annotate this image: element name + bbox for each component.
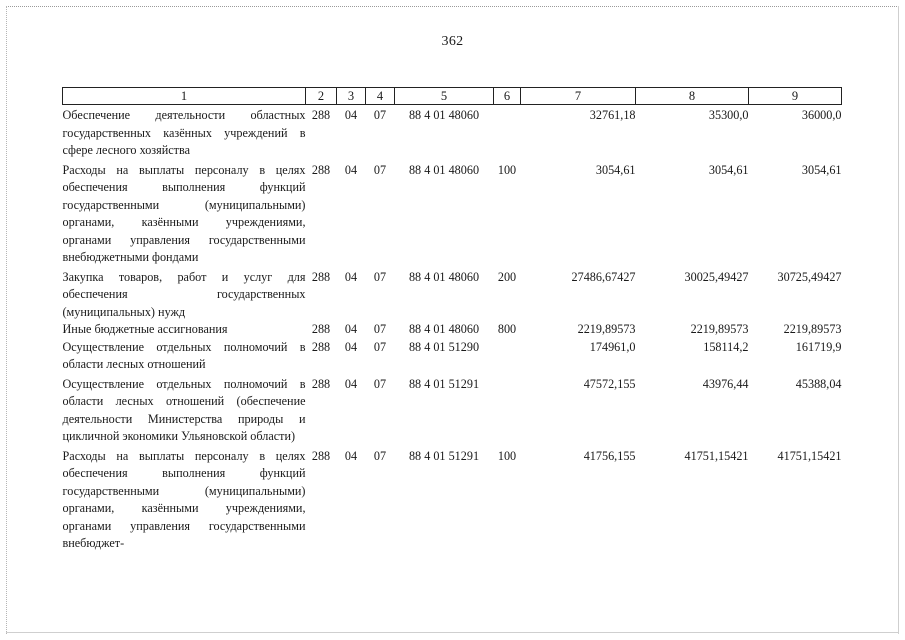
cell-section: 04 [344,108,358,122]
cell-amount-col9: 41751,15421 [777,448,842,463]
header-cell-2: 2 [306,88,337,105]
cell-subsection: 07 [373,339,387,354]
cell-amount-col8: 30025,49427 [684,269,749,284]
cell-ministry-code: 288 [311,339,331,354]
page-frame-right [898,6,899,634]
header-cell-4: 4 [366,88,395,105]
cell-amount-col8: 158114,2 [703,339,749,354]
cell-expense-type: 200 [497,269,517,284]
header-row [63,88,842,105]
cell-amount-col9: 3054,61 [801,162,842,177]
cell-target-article: 88 4 01 51290 [408,339,480,354]
cell-target-article: 88 4 01 48060 [408,162,480,177]
table-row [63,105,842,160]
cell-ministry-code: 288 [311,269,331,284]
cell-subsection: 07 [373,448,387,463]
cell-expense-type: 800 [497,322,517,336]
cell-amount-col9: 36000,0 [801,108,842,122]
page-frame-bottom [6,632,899,633]
cell-ministry-code: 288 [311,108,331,122]
cell-expense-type [494,105,521,160]
cell-ministry-code: 288 [311,448,331,463]
cell-amount-col8: 35300,0 [708,108,749,122]
row-description: Расходы на выплаты персоналу в целях обеспечения выполнения функций государственными (муниципальными) органами, казёнными учреждениями, органами управления государственными внебюджет- [62,448,306,550]
cell-section: 04 [344,322,358,336]
cell-amount-col7: 174961,0 [589,339,636,354]
cell-subsection: 07 [373,108,387,122]
cell-amount-col9: 30725,49427 [777,269,842,284]
header-cell-7: 7 [521,88,636,105]
cell-amount-col7: 3054,61 [595,162,636,177]
row-description: Иные бюджетные ассигнования [62,322,228,336]
page-frame-left [6,6,7,634]
cell-amount-col7: 47572,155 [583,376,636,391]
cell-target-article: 88 4 01 48060 [408,108,480,122]
cell-amount-col9: 161719,9 [795,339,842,354]
cell-ministry-code: 288 [311,376,331,391]
cell-section: 04 [344,269,358,284]
header-cell-1: 1 [63,88,306,105]
cell-subsection: 07 [373,269,387,284]
cell-section: 04 [344,162,358,177]
cell-amount-col8: 41751,15421 [684,448,749,463]
cell-subsection: 07 [373,322,387,336]
cell-section: 04 [344,376,358,391]
row-description: Закупка товаров, работ и услуг для обеспечения государственных (муниципальных) нужд [62,269,306,319]
cell-amount-col8: 3054,61 [708,162,749,177]
cell-amount-col8: 43976,44 [702,376,749,391]
header-cell-6: 6 [494,88,521,105]
cell-amount-col8: 2219,89573 [690,322,749,336]
header-cell-5: 5 [395,88,494,105]
cell-expense-type [494,374,521,446]
cell-amount-col7: 41756,155 [583,448,636,463]
cell-target-article: 88 4 01 51291 [408,448,480,463]
table-row [63,374,842,446]
cell-subsection: 07 [373,376,387,391]
page-number: 362 [441,34,464,49]
cell-target-article: 88 4 01 48060 [408,269,480,284]
table-row [63,267,842,322]
header-cell-3: 3 [337,88,366,105]
cell-amount-col9: 2219,89573 [783,322,842,336]
table-row [63,446,842,553]
cell-amount-col7: 27486,67427 [571,269,636,284]
cell-ministry-code: 288 [311,322,331,336]
cell-ministry-code: 288 [311,162,331,177]
cell-amount-col7: 2219,89573 [577,322,636,336]
table-row [63,339,842,374]
cell-amount-col7: 32761,18 [589,108,636,122]
cell-target-article: 88 4 01 48060 [408,322,480,336]
cell-subsection: 07 [373,162,387,177]
cell-expense-type: 100 [497,162,517,177]
row-description: Осуществление отдельных полномочий в области лесных отношений [62,339,306,371]
budget-table [62,87,842,553]
row-description: Осуществление отдельных полномочий в области лесных отношений (обеспечение деятельности Министерства природы и цикличной экономики Ульяновской области) [62,376,306,443]
cell-amount-col9: 45388,04 [795,376,842,391]
cell-target-article: 88 4 01 51291 [408,376,480,391]
cell-section: 04 [344,448,358,463]
cell-expense-type: 100 [497,448,517,463]
row-description: Обеспечение деятельности областных государственных казённых учреждений в сфере лесного хозяйства [62,108,306,157]
cell-section: 04 [344,339,358,354]
page-frame-top [6,6,899,7]
table-row [63,321,842,339]
header-cell-9: 9 [749,88,842,105]
cell-expense-type [494,339,521,374]
header-cell-8: 8 [636,88,749,105]
row-description: Расходы на выплаты персоналу в целях обеспечения выполнения функций государственными (муниципальными) органами, казёнными учреждениями, органами управления государственными внебюджетными фондами [62,162,306,264]
table-row [63,160,842,267]
